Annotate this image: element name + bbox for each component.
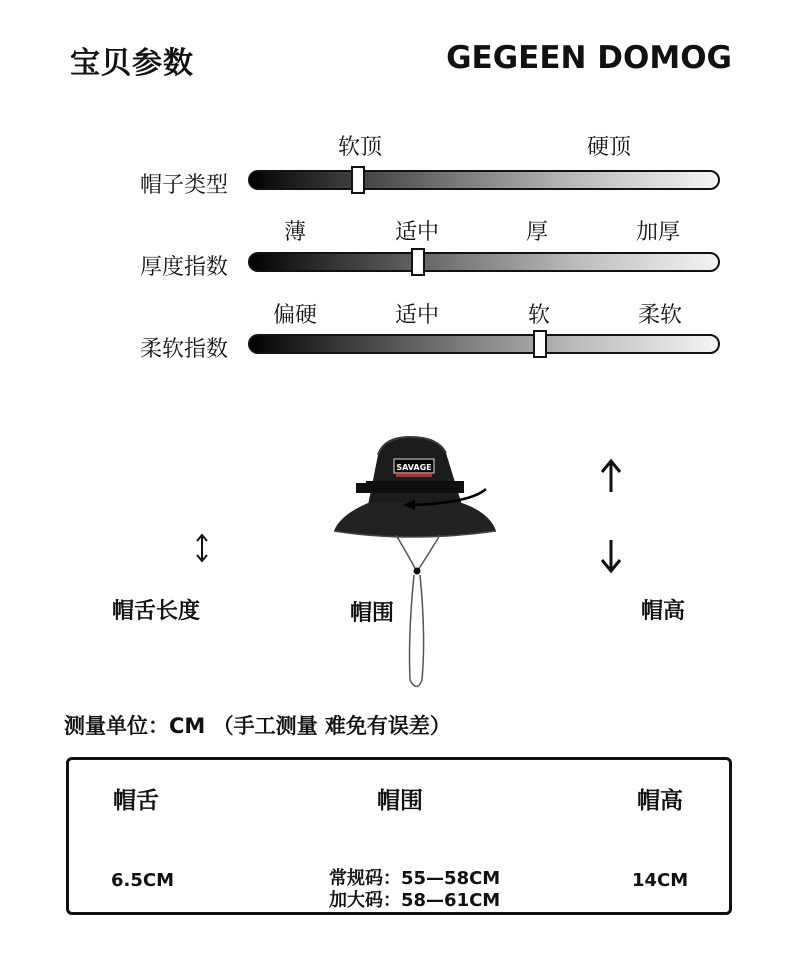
size-table	[66, 757, 732, 915]
page-title: 宝贝参数	[70, 46, 194, 81]
measurement-note: 测量单位：CM （手工测量 难免有误差）	[64, 714, 451, 738]
slider-handle	[351, 166, 365, 194]
slider-tick: 软	[527, 303, 551, 328]
slider-track-thickness	[248, 252, 720, 272]
slider-tick: 薄	[283, 220, 307, 245]
slider-tick: 软顶	[337, 135, 383, 160]
circumference-label: 帽围	[350, 601, 395, 626]
arrow-down-icon	[598, 538, 624, 574]
table-header-circumference: 帽围	[377, 788, 423, 814]
slider-label-hat-type: 帽子类型	[139, 173, 228, 198]
bucket-hat-image	[320, 425, 510, 700]
slider-tick: 偏硬	[272, 303, 318, 328]
slider-tick: 加厚	[635, 220, 681, 245]
slider-tick: 适中	[394, 220, 440, 245]
slider-label-softness: 柔软指数	[139, 337, 228, 362]
brim-value: 6.5CM	[111, 870, 175, 891]
slider-tick: 硬顶	[586, 135, 632, 160]
table-header-brim: 帽舌	[113, 788, 159, 814]
hat-logo-text: SAVAGE	[396, 463, 432, 472]
circumference-regular: 常规码：55—58CM	[329, 868, 501, 889]
slider-tick: 适中	[394, 303, 440, 328]
arrow-up-icon	[598, 458, 624, 494]
slider-handle	[533, 330, 547, 358]
slider-tick: 厚	[525, 220, 549, 245]
brim-length-label: 帽舌长度	[112, 599, 201, 624]
height-value: 14CM	[632, 870, 689, 891]
brand-name: GEGEEN DOMOG	[446, 40, 732, 76]
hat-height-label: 帽高	[641, 599, 686, 624]
double-arrow-icon	[192, 532, 212, 564]
slider-label-thickness: 厚度指数	[139, 255, 228, 280]
slider-handle	[411, 248, 425, 276]
circumference-large: 加大码：58—61CM	[329, 890, 501, 911]
slider-track-hat-type	[248, 170, 720, 190]
slider-tick: 柔软	[637, 303, 683, 328]
slider-track-softness	[248, 334, 720, 354]
table-header-height: 帽高	[637, 788, 683, 814]
